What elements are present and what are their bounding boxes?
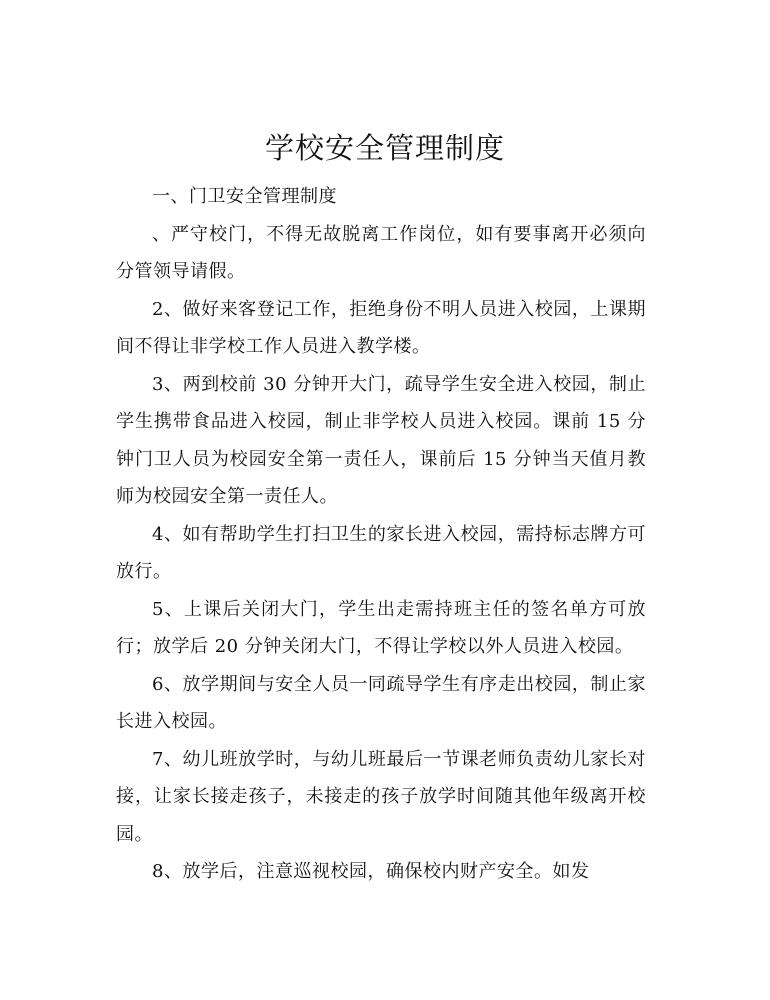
paragraph-item-2: 2、做好来客登记工作，拒绝身份不明人员进入校园，上课期间不得让非学校工作人员进入教学楼。 (116, 298, 646, 357)
paragraph-item-1: 、严守校门，不得无故脱离工作岗位，如有要事离开必须向分管领导请假。 (116, 223, 646, 282)
paragraph-item-8: 8、放学后，注意巡视校园，确保校内财产安全。如发 (152, 861, 590, 882)
paragraph-item-6: 6、放学期间与安全人员一同疏导学生有序走出校园，制止家长进入校园。 (116, 673, 646, 732)
paragraph-item-4: 4、如有帮助学生打扫卫生的家长进入校园，需持标志牌方可放行。 (116, 523, 646, 582)
paragraph-item-3: 3、两到校前 30 分钟开大门，疏导学生安全进入校园，制止学生携带食品进入校园，制止非学校人员进入校园。课前 15 分钟门卫人员为校园安全第一责任人，课前后 15 分钟当天值月教师为校园安全第一责任人。 (116, 373, 646, 507)
document-title: 学校安全管理制度 (264, 131, 505, 165)
document-body (116, 178, 646, 891)
paragraph-item-5: 5、上课后关闭大门，学生出走需持班主任的签名单方可放行；放学后 20 分钟关闭大门，不得让学校以外人员进入校园。 (116, 598, 646, 657)
paragraph-item-7: 7、幼儿班放学时，与幼儿班最后一节课老师负责幼儿家长对接，让家长接走孩子，未接走的孩子放学时间随其他年级离开校园。 (116, 748, 646, 845)
section-heading: 一、门卫安全管理制度 (152, 186, 337, 207)
